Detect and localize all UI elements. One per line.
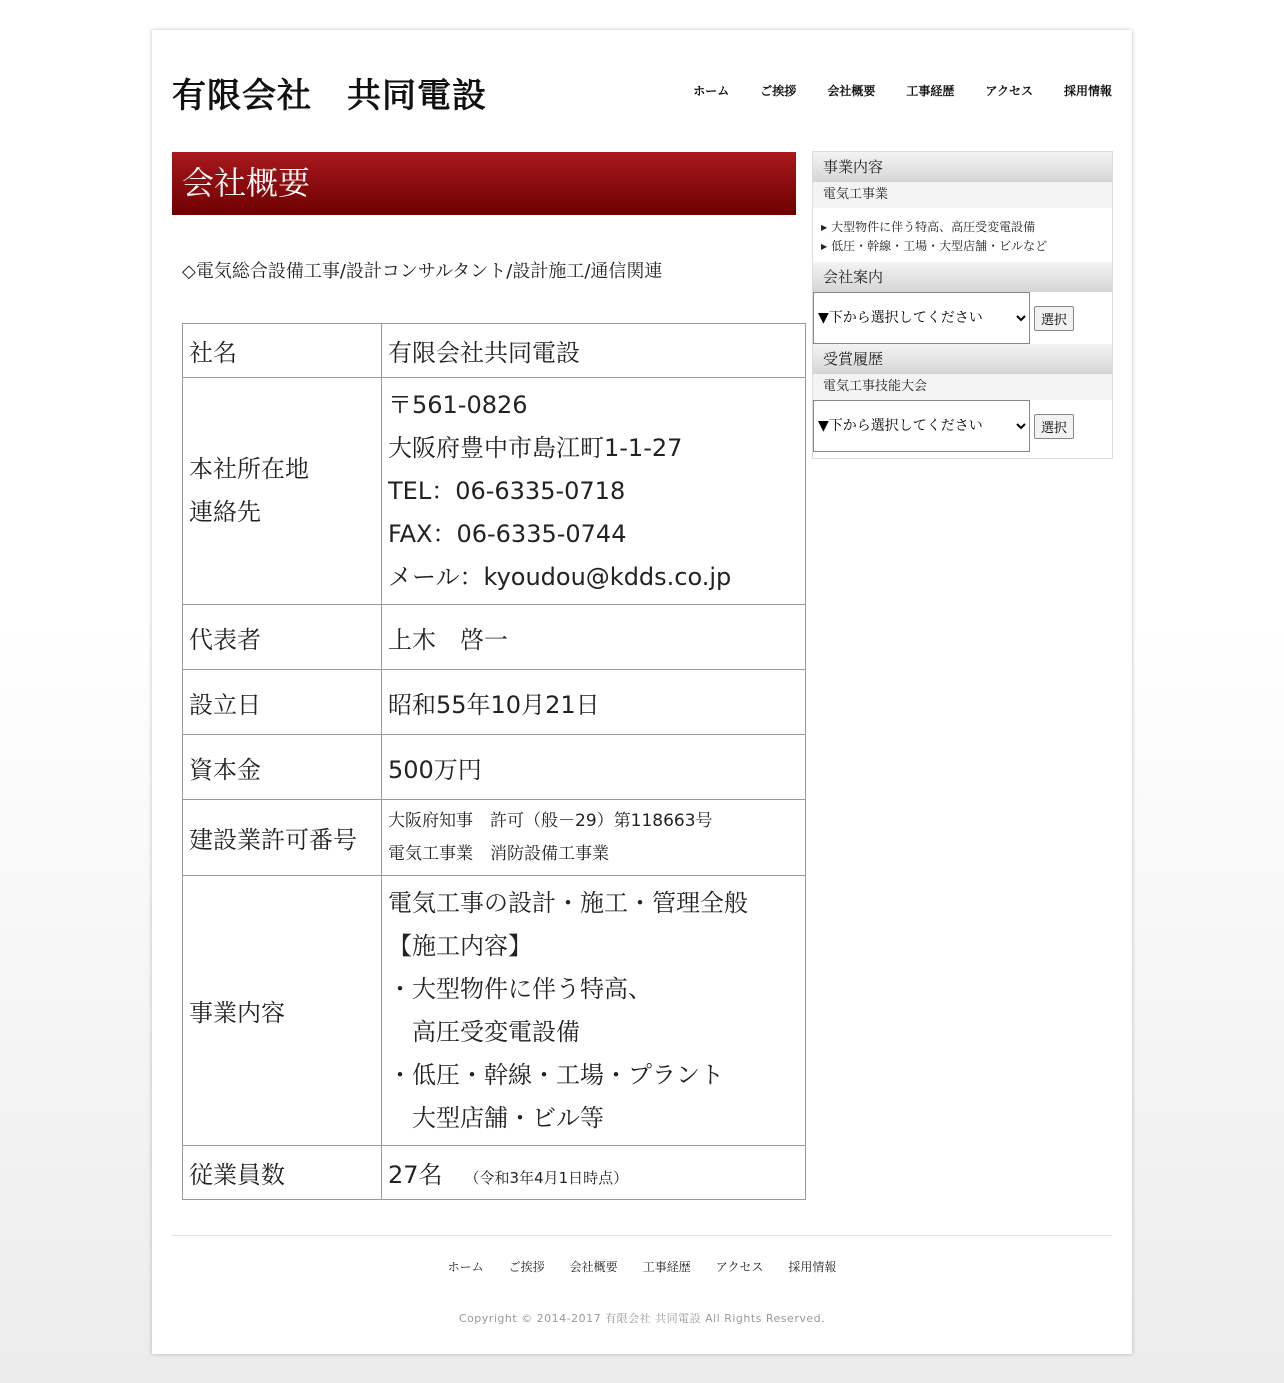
representative-value: 上木 啓一 [382,605,806,670]
company-select-row [813,292,1112,344]
sidebar-awards-sub[interactable]: 電気工事技能大会 [813,374,1112,400]
representative-label: 代表者 [183,605,382,670]
contact-label-line: 連絡先 [189,498,261,526]
nav-greeting[interactable]: ご挨拶 [760,84,797,98]
sidebar-business-sub[interactable]: 電気工事業 [813,182,1112,208]
business-line: 大型店舗・ビル等 [412,1103,604,1132]
address-label-line: 本社所在地 [189,455,309,483]
table-row [183,735,806,800]
address-label [183,378,382,605]
license-line: 電気工事業 消防設備工事業 [388,843,609,864]
business-line: 【施工内容】 [388,931,532,960]
table-row [183,378,806,605]
copyright: Copyright © 2014-2017 有限会社 共同電設 All Rights Reserved. [458,1312,826,1325]
awards-select[interactable] [813,400,1030,452]
nav-company-overview[interactable]: 会社概要 [827,84,876,98]
business-line: 電気工事の設計・施工・管理全般 [388,888,748,917]
awards-select-row [813,400,1112,452]
license-line: 大阪府知事 許可（般－29）第118663号 [388,810,713,831]
nav-home[interactable]: ホーム [693,84,730,98]
page-title: 会社概要 [172,152,796,215]
business-line: 高圧受変電設備 [412,1017,580,1046]
footer-nav-access[interactable]: アクセス [715,1260,764,1274]
employees-value [382,1146,806,1200]
company-name-value: 有限会社共同電設 [382,324,806,378]
footer-divider [172,1235,1112,1236]
nav-works[interactable]: 工事経歴 [906,84,955,98]
page-container [152,30,1132,1354]
table-row [183,324,806,378]
footer-nav-greeting[interactable]: ご挨拶 [508,1260,545,1274]
business-line: ・低圧・幹線・工場・プラント [388,1060,724,1089]
business-value [382,876,806,1146]
capital-value: 500万円 [382,735,806,800]
nav-recruit[interactable]: 採用情報 [1063,84,1112,98]
business-line: ・大型物件に伴う特高、 [388,974,652,1003]
founded-label: 設立日 [183,670,382,735]
footer-nav-home[interactable]: ホーム [447,1260,484,1274]
global-nav [693,82,1112,99]
employees-note: （令和3年4月1日時点） [464,1169,629,1187]
nav-access[interactable]: アクセス [985,84,1033,98]
founded-value: 昭和55年10月21日 [382,670,806,735]
site-logo[interactable]: 有限会社 共同電設 [172,76,487,116]
company-select[interactable] [813,292,1030,344]
tel-text: TEL：06-6335-0718 [388,476,626,505]
sidebar-awards-heading: 受賞履歴 [813,344,1112,374]
footer-nav-works[interactable]: 工事経歴 [642,1260,691,1274]
sidebar-business-heading: 事業内容 [813,152,1112,182]
list-item-label: 大型物件に伴う特高、高圧受変電設備 [831,220,1036,234]
table-row [183,1146,806,1200]
license-value [382,800,806,876]
capital-label: 資本金 [183,735,382,800]
business-label: 事業内容 [183,876,382,1146]
postal-code: 〒561-0826 [388,390,528,419]
list-item[interactable] [821,237,1112,256]
table-row [183,670,806,735]
company-info-table [182,323,806,1200]
footer-nav-recruit[interactable]: 採用情報 [788,1260,837,1274]
company-select-button[interactable]: 選択 [1034,306,1074,331]
footer-nav [152,1258,1132,1275]
table-row [183,605,806,670]
awards-select-button[interactable]: 選択 [1034,414,1074,439]
sidebar-company-heading: 会社案内 [813,262,1112,292]
address-text: 大阪府豊中市島江町1-1-27 [388,433,683,462]
footer-nav-company-overview[interactable]: 会社概要 [569,1260,618,1274]
table-row [183,876,806,1146]
list-item[interactable] [821,218,1112,237]
triangle-bullet-icon: ▶ [821,242,828,251]
license-label: 建設業許可番号 [183,800,382,876]
employees-label: 従業員数 [183,1146,382,1200]
list-item-label: 低圧・幹線・工場・大型店舗・ビルなど [831,239,1048,253]
triangle-bullet-icon: ▶ [821,223,828,232]
sidebar-business-list [813,208,1112,262]
table-row [183,800,806,876]
employees-count: 27名 [388,1161,443,1189]
mail-text[interactable]: メール：kyoudou@kdds.co.jp [388,562,732,591]
sidebar [812,151,1113,459]
company-name-label: 社名 [183,324,382,378]
address-value [382,378,806,605]
lead-text: ◇電気総合設備工事/設計コンサルタント/設計施工/通信関連 [182,261,663,282]
fax-text: FAX：06-6335-0744 [388,519,627,548]
